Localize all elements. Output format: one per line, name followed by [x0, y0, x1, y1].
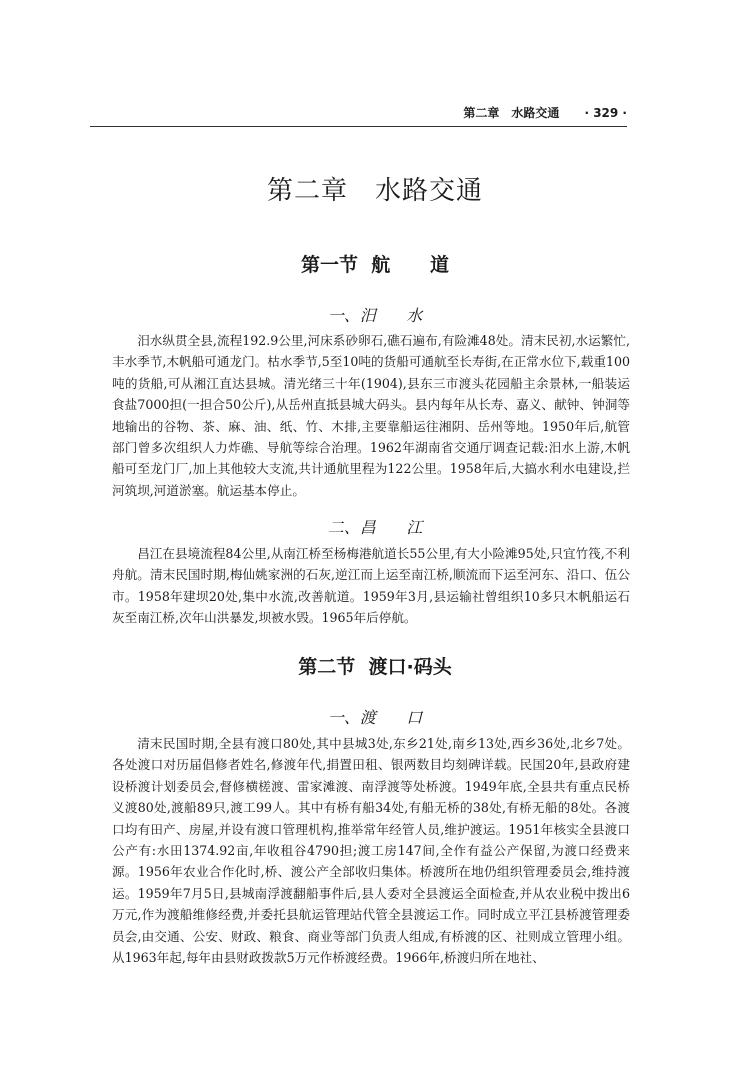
chapter-title: 第二章 水路交通 — [266, 176, 483, 206]
paragraph-mi-river: 汨水纵贯全县,流程192.9公里,河床系砂卵石,礁石遍布,有险滩48处。清末民初,水运繁忙,丰水季节,木帆船可通龙门。枯水季节,5至10吨的货船可通航至长寿街,在正常水位下,载重100吨的货船,可从湘江直达县城。清光绪三十年(1904),县东三市渡头花园船主余景林,一船装运食盐7000担(一担合50公斤),从岳州直抵县城大码头。县内每年从长寿、嘉义、献钟、钟洞等地输出的谷物、茶、麻、油、纸、竹、木排,主要靠船运往湘阴、岳州等地。1950年后,航管部门曾多次组织人力炸礁、导航等综合治理。1962年湖南省交通厅调查记载:汨水上游,木帆船可至龙门厂,加上其他较大支流,共计通航里程为122公里。1958年后,大搞水利水电建设,拦河筑坝,河道淤塞。航运基本停止。 — [112, 333, 630, 498]
subsection-title-ferries: 一、渡 口 — [327, 708, 423, 727]
page-number: · 329 · — [584, 106, 627, 120]
paragraph-chang-river: 昌江在县境流程84公里,从南江桥至杨梅港航道长55公里,有大小险滩95处,只宜竹筏,不利舟航。清末民国时期,梅仙姚家洲的石灰,逆江而上运至南江桥,顺流而下运至河东、沿口、伍公市。1958年建坝20处,集中水流,改善航道。1959年3月,县运输社曾组织10多只木帆船运石灰至南江桥,次年山洪暴发,坝被水毁。1965年后停航。 — [112, 546, 630, 626]
subsection-title-chang-river: 二、昌 江 — [327, 518, 423, 537]
subsection-title-mi-river: 一、汨 水 — [327, 306, 423, 325]
header-chapter: 第二章 水路交通 — [463, 106, 560, 120]
section-title-ferries-docks: 第二节 渡口·码头 — [298, 656, 452, 678]
section-title-waterways: 第一节 航 道 — [301, 254, 449, 276]
running-header — [90, 104, 627, 127]
paragraph-ferries: 清末民国时期,全县有渡口80处,其中县城3处,东乡21处,南乡13处,西乡36处,北乡7处。各处渡口对历届倡修者姓名,修渡年代,捐置田租、银两数目均刻碑详载。民国20年,县政府建设桥渡计划委员会,督修横槎渡、雷家滩渡、南浮渡等处桥渡。1949年底,全县共有重点民桥义渡80处,渡船89只,渡工99人。其中有桥有船34处,有船无桥的38处,有桥无船的8处。各渡口均有田产、房屋,并设有渡口管理机构,推举常年经管人员,维护渡运。1951年核实全县渡口公产有:水田1374.92亩,年收租谷4790担;渡工房147间,全作有益公产保留,为渡口经费来源。1956年农业合作化时,桥、渡公产全部收归集体。桥渡所在地仍组织管理委员会,维持渡运。1959年7月5日,县城南浮渡翻船事件后,县人委对全县渡运全面检查,并从农业税中拨出6万元,作为渡船维修经费,并委托县航运管理站代管全县渡运工作。同时成立平江县桥渡管理委员会,由交通、公安、财政、粮食、商业等部门负责人组成,有桥渡的区、社则成立管理小组。从1963年起,每年由县财政拨款5万元作桥渡经费。1966年,桥渡归所在地社、 — [112, 736, 630, 966]
